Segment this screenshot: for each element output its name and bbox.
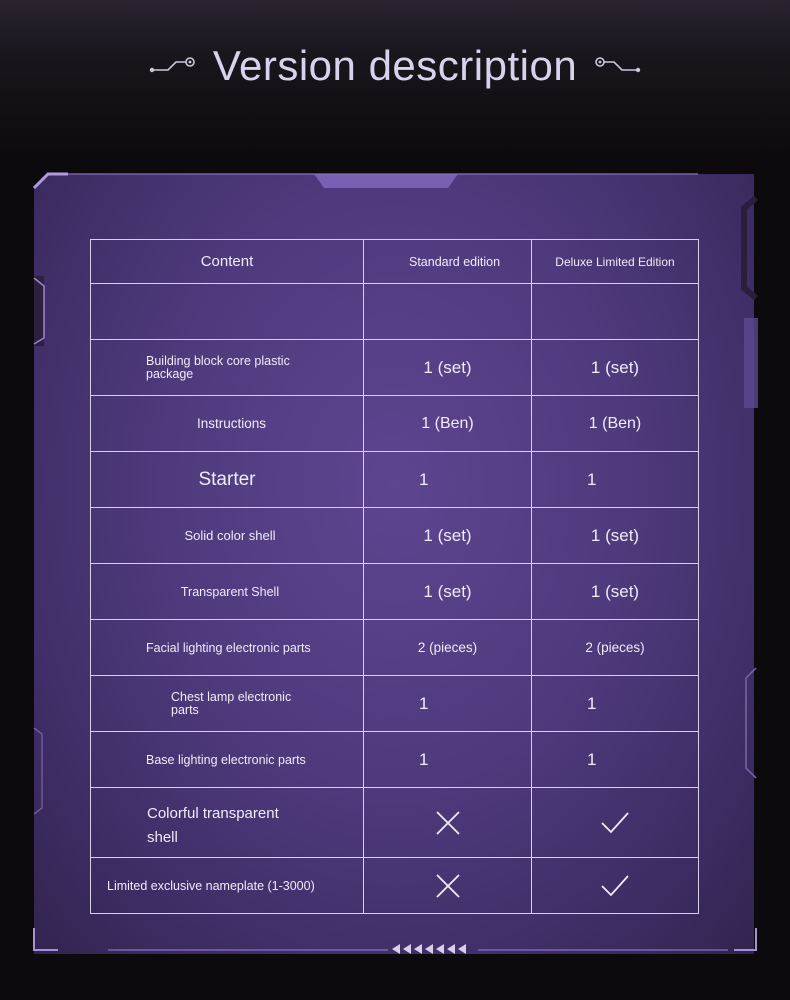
deluxe-value: 1 (set) — [532, 508, 699, 564]
column-header-deluxe: Deluxe Limited Edition — [532, 240, 699, 284]
table-row — [91, 732, 699, 788]
standard-value: 1 — [364, 732, 532, 788]
standard-value: 1 — [364, 676, 532, 732]
empty-cell — [364, 284, 532, 340]
row-label: Starter — [91, 452, 364, 508]
column-header-content: Content — [91, 240, 364, 284]
deluxe-value: 1 — [532, 452, 699, 508]
deluxe-value: 1 (set) — [532, 340, 699, 396]
row-label: Facial lighting electronic parts — [91, 620, 364, 676]
deluxe-value: 1 — [532, 676, 699, 732]
cross-icon — [435, 873, 461, 899]
cross-icon — [435, 810, 461, 836]
deluxe-value: 2 (pieces) — [532, 620, 699, 676]
table-row — [91, 564, 699, 620]
row-label: Colorful transparent shell — [91, 788, 364, 858]
deluxe-value: 1 (set) — [532, 564, 699, 620]
deluxe-included-cell — [532, 858, 699, 914]
standard-included-cell — [364, 858, 532, 914]
table-row — [91, 676, 699, 732]
table-row — [91, 858, 699, 914]
check-icon — [600, 810, 630, 836]
standard-value: 1 — [364, 452, 532, 508]
row-label: Instructions — [91, 396, 364, 452]
deluxe-value: 1 (Ben) — [532, 396, 699, 452]
table-header-row — [91, 240, 699, 284]
empty-cell — [91, 284, 364, 340]
row-label: Building block core plastic package — [91, 340, 364, 396]
version-comparison-table — [90, 239, 699, 914]
check-icon — [600, 873, 630, 899]
standard-included-cell — [364, 788, 532, 858]
deluxe-value: 1 — [532, 732, 699, 788]
deluxe-included-cell — [532, 788, 699, 858]
standard-value: 1 (set) — [364, 508, 532, 564]
row-label: Base lighting electronic parts — [91, 732, 364, 788]
circuit-ornament-right-icon — [590, 52, 642, 76]
chevron-arrows-left-icon — [392, 943, 472, 955]
column-header-standard: Standard edition — [364, 240, 532, 284]
table-row — [91, 788, 699, 858]
standard-value: 1 (set) — [364, 564, 532, 620]
row-label: Solid color shell — [91, 508, 364, 564]
row-label: Transparent Shell — [91, 564, 364, 620]
table-row — [91, 620, 699, 676]
row-label: Limited exclusive nameplate (1-3000) — [91, 858, 364, 914]
standard-value: 1 (set) — [364, 340, 532, 396]
table-row — [91, 508, 699, 564]
page-title: Version description — [212, 42, 578, 89]
standard-value: 2 (pieces) — [364, 620, 532, 676]
row-label: Chest lamp electronic parts — [91, 676, 364, 732]
table-row — [91, 340, 699, 396]
standard-value: 1 (Ben) — [364, 396, 532, 452]
table-row — [91, 452, 699, 508]
table-row-empty — [91, 284, 699, 340]
empty-cell — [532, 284, 699, 340]
table-row — [91, 396, 699, 452]
